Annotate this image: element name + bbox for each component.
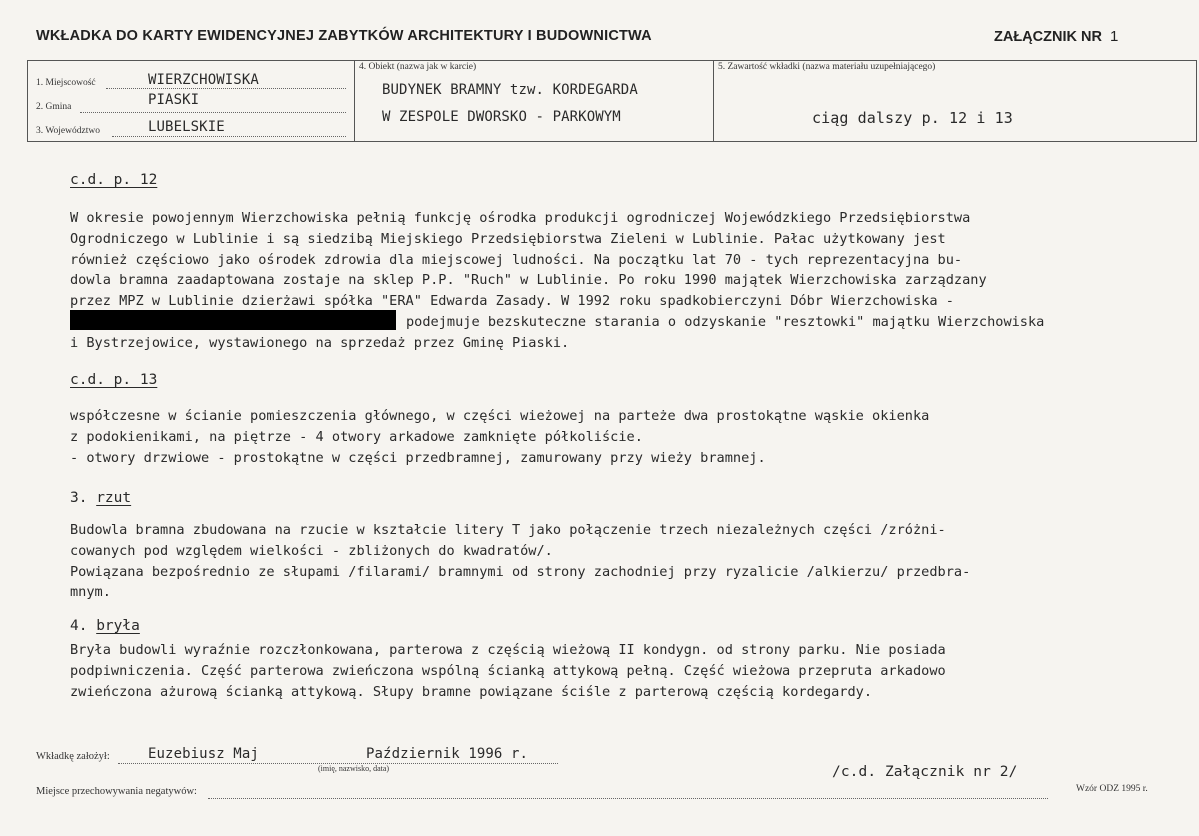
gmina-line [80, 112, 346, 113]
text-line: dowla bramna zaadaptowana zostaje na sklep P.P. "Ruch" w Lublinie. Po roku 1990 majątek Wierzchowiska zarządzany [70, 272, 987, 289]
text-line: Ogrodniczego w Lublinie i są siedzibą Miejskiego Przedsiębiorstwa Zieleni w Lublinie. Pałac użytkowany jest [70, 230, 946, 247]
section-number: 3. [70, 490, 88, 506]
gmina-label: 2. Gmina [36, 102, 72, 112]
text-line: również częściowo jako ośrodek zdrowia dla miejscowej ludności. Na początku lat 70 - tych reprezentacyjna bu- [70, 251, 963, 268]
section-heading-bryla [70, 618, 140, 634]
text-line: i Bystrzejowice, wystawionego na sprzedaż przez Gminę Piaski. [70, 334, 570, 351]
text-line: podpiwniczenia. Część parterowa zwieńczona wspólną ścianką attykową pełną. Część wieżowa przepruta arkadowo [70, 662, 946, 679]
annex-number: 1 [1109, 28, 1119, 45]
text-line: z podokienikami, na piętrze - 4 otwory arkadowe zamknięte półkoliście. [70, 428, 643, 445]
obiekt-label: 4. Obiekt (nazwa jak w karcie) [359, 62, 477, 72]
text-line: W okresie powojennym Wierzchowiska pełnią funkcję ośrodka produkcji ogrodniczej Wojewódzkiego Przedsiębiorstwa [70, 210, 971, 226]
zalozyl-label: Wkładkę założył: [36, 751, 110, 762]
text-line: Powiązana bezpośrednio ze słupami /filarami/ bramnymi od strony zachodniej przy ryzalicie /alkierzu/ przedbra- [70, 563, 971, 580]
author-date: Październik 1996 r. [366, 746, 529, 762]
storage-line [208, 798, 1048, 799]
obiekt-line-1: BUDYNEK BRAMNY tzw. KORDEGARDA [382, 82, 638, 98]
section-bryla-text [70, 640, 946, 702]
form-id: Wzór ODZ 1995 r. [1076, 784, 1148, 794]
miejscowosc-label: 1. Miejscowość [36, 78, 96, 88]
gmina-value: PIASKI [148, 92, 200, 108]
zawartosc-label: 5. Zawartość wkładki (nazwa materiału uzupełniającego) [718, 62, 936, 72]
storage-label: Miejsce przechowywania negatywów: [36, 786, 197, 797]
miejscowosc-value: WIERZCHOWISKA [148, 72, 259, 88]
section-heading-p12 [70, 172, 157, 188]
form-title: WKŁADKA DO KARTY EWIDENCYJNEJ ZABYTKÓW ARCHITEKTURY I BUDOWNICTWA [36, 28, 652, 44]
box-divider-2 [713, 60, 714, 142]
miejscowosc-line [106, 88, 346, 89]
section-heading-bryla-text: bryła [96, 618, 140, 634]
zawartosc-value: ciąg dalszy p. 12 i 13 [812, 109, 1013, 127]
wojewodztwo-label: 3. Województwo [36, 126, 100, 136]
section-heading-p12-text: c.d. p. 12 [70, 172, 158, 188]
section-heading-p13-text: c.d. p. 13 [70, 372, 158, 388]
continuation-note: /c.d. Załącznik nr 2/ [832, 764, 1018, 780]
section-heading-p13 [70, 372, 157, 388]
text-line: cowanych pod względem wielkości - zbliżonych do kwadratów/. [70, 542, 553, 559]
wojewodztwo-value: LUBELSKIE [148, 119, 225, 135]
text-line: mnym. [70, 584, 111, 601]
wojewodztwo-line [112, 136, 346, 137]
annex-label: ZAŁĄCZNIK NR [994, 29, 1102, 45]
author-name: Euzebiusz Maj [148, 746, 259, 762]
text-line: - otwory drzwiowe - prostokątne w części przedbramnej, zamurowany przy wieży bramnej. [70, 449, 766, 466]
section-heading-rzut-text: rzut [96, 490, 132, 506]
name-date-hint: (imię, nazwisko, data) [318, 764, 390, 773]
section-number: 4. [70, 618, 88, 634]
annex-header [994, 28, 1118, 45]
section-heading-rzut [70, 490, 131, 506]
obiekt-line-2: W ZESPOLE DWORSKO - PARKOWYM [382, 109, 621, 125]
box-divider-1 [354, 60, 355, 142]
text-line: przez MPZ w Lublinie dzierżawi spółka "ERA" Edwarda Zasady. W 1992 roku spadkobierczyni Dóbr Wierzchowiska - [70, 293, 954, 310]
text-line: współczesne w ścianie pomieszczenia głównego, w części wieżowej na parteże dwa prostokątne wąskie okienka [70, 408, 930, 424]
section-p13-text [70, 406, 929, 468]
redaction-bar [70, 310, 396, 330]
section-rzut-text [70, 520, 970, 603]
text-line: zwieńczona ażurową ścianką attykową. Słupy bramne powiązane ściśle z parterową częścią kordegardy. [70, 683, 873, 700]
text-line: Bryła budowli wyraźnie rozczłonkowana, parterowa z częścią wieżową II kondygn. od strony parku. Nie posiada [70, 642, 946, 658]
section-p12-text [70, 208, 1044, 354]
text-line: podejmuje bezskuteczne starania o odzyskanie "resztowki" majątku Wierzchowiska [406, 313, 1045, 330]
text-line: Budowla bramna zbudowana na rzucie w kształcie litery T jako połączenie trzech niezależnych części /zróżni- [70, 522, 946, 538]
